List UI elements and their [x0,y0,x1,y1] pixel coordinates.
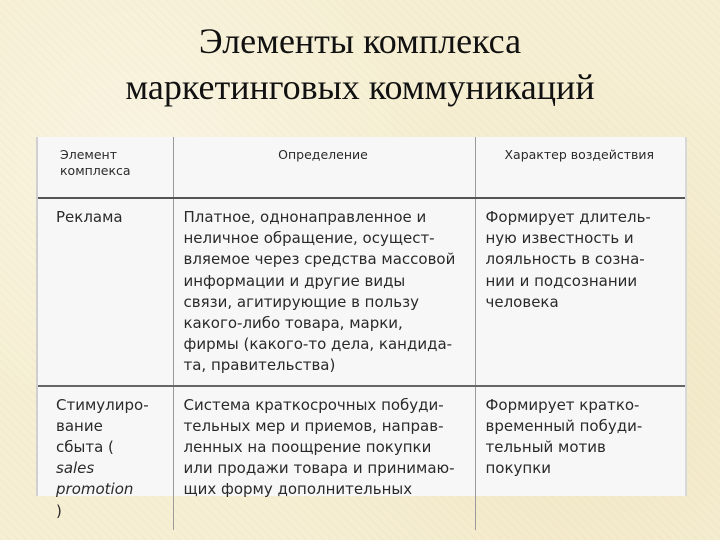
definition-line: та, правительства) [183,356,336,375]
effect-line: временный побуди- [485,416,643,435]
table-header-row [38,137,685,198]
header-effect [475,137,685,198]
marketing-communications-table [38,137,685,530]
element-line [56,479,167,521]
cell-effect-sales-promotion [475,386,685,530]
header-effect-label: Характер воздействия [504,147,655,162]
definition-line: информации и другие виды [183,271,406,290]
definition-line: ленных на поощрение покупки [183,438,432,457]
element-line [56,416,167,437]
table-panel [36,137,687,520]
definition-line: какого-либо товара, марки, [183,314,403,333]
header-element-line: Элемент [60,147,117,162]
header-element [38,137,173,198]
cell-definition-advertising [173,198,475,386]
definition-line: неличное обращение, осущест- [183,229,435,248]
element-line-plain: сбыта ( [56,438,114,457]
effect-line: Формирует длитель- [485,208,651,226]
definition-line: тельных мер и приемов, направ- [183,416,444,435]
cell-element-advertising [38,198,173,386]
effect-line: нии и подсознании [485,271,638,290]
effect-line: лояльность в созна- [485,250,645,269]
effect-line: покупки [485,459,552,478]
definition-line: щих форму дополнительных [183,480,413,499]
element-text: Реклама [56,208,123,226]
header-definition-label: Определение [278,147,368,162]
effect-line: ную известность и [485,229,634,248]
title-line-2: маркетинговых коммуникаций [125,67,595,107]
definition-line: Система краткосрочных побуди- [183,395,444,414]
cell-element-sales-promotion [38,386,173,530]
element-line-plain: Стимулиро- [56,395,149,414]
element-line-italic: sales [56,459,95,478]
cell-effect-advertising [475,198,685,386]
element-line-plain: вание [56,416,103,435]
element-line [56,437,167,479]
title-line-1: Элементы комплекса [198,21,522,61]
element-line-close: ) [56,501,62,520]
element-line [56,395,167,416]
definition-line: или продажи товара и принимаю- [183,459,455,478]
definition-line: вляемое через средства массовой [183,250,456,269]
header-element-line: комплекса [60,163,131,178]
table-row-sales-promotion [38,386,685,530]
effect-line: Формирует кратко- [485,395,640,414]
cell-definition-sales-promotion [173,386,475,530]
definition-line: Платное, однонаправленное и [183,208,427,226]
element-line-italic: promotion [56,480,134,499]
effect-line: человека [485,292,559,311]
slide-title [0,18,720,110]
effect-line: тельный мотив [485,438,606,457]
table-row-advertising [38,198,685,386]
header-definition [173,137,475,198]
definition-line: фирмы (какого-то дела, кандида- [183,335,453,354]
definition-line: связи, агитирующие в пользу [183,292,419,311]
